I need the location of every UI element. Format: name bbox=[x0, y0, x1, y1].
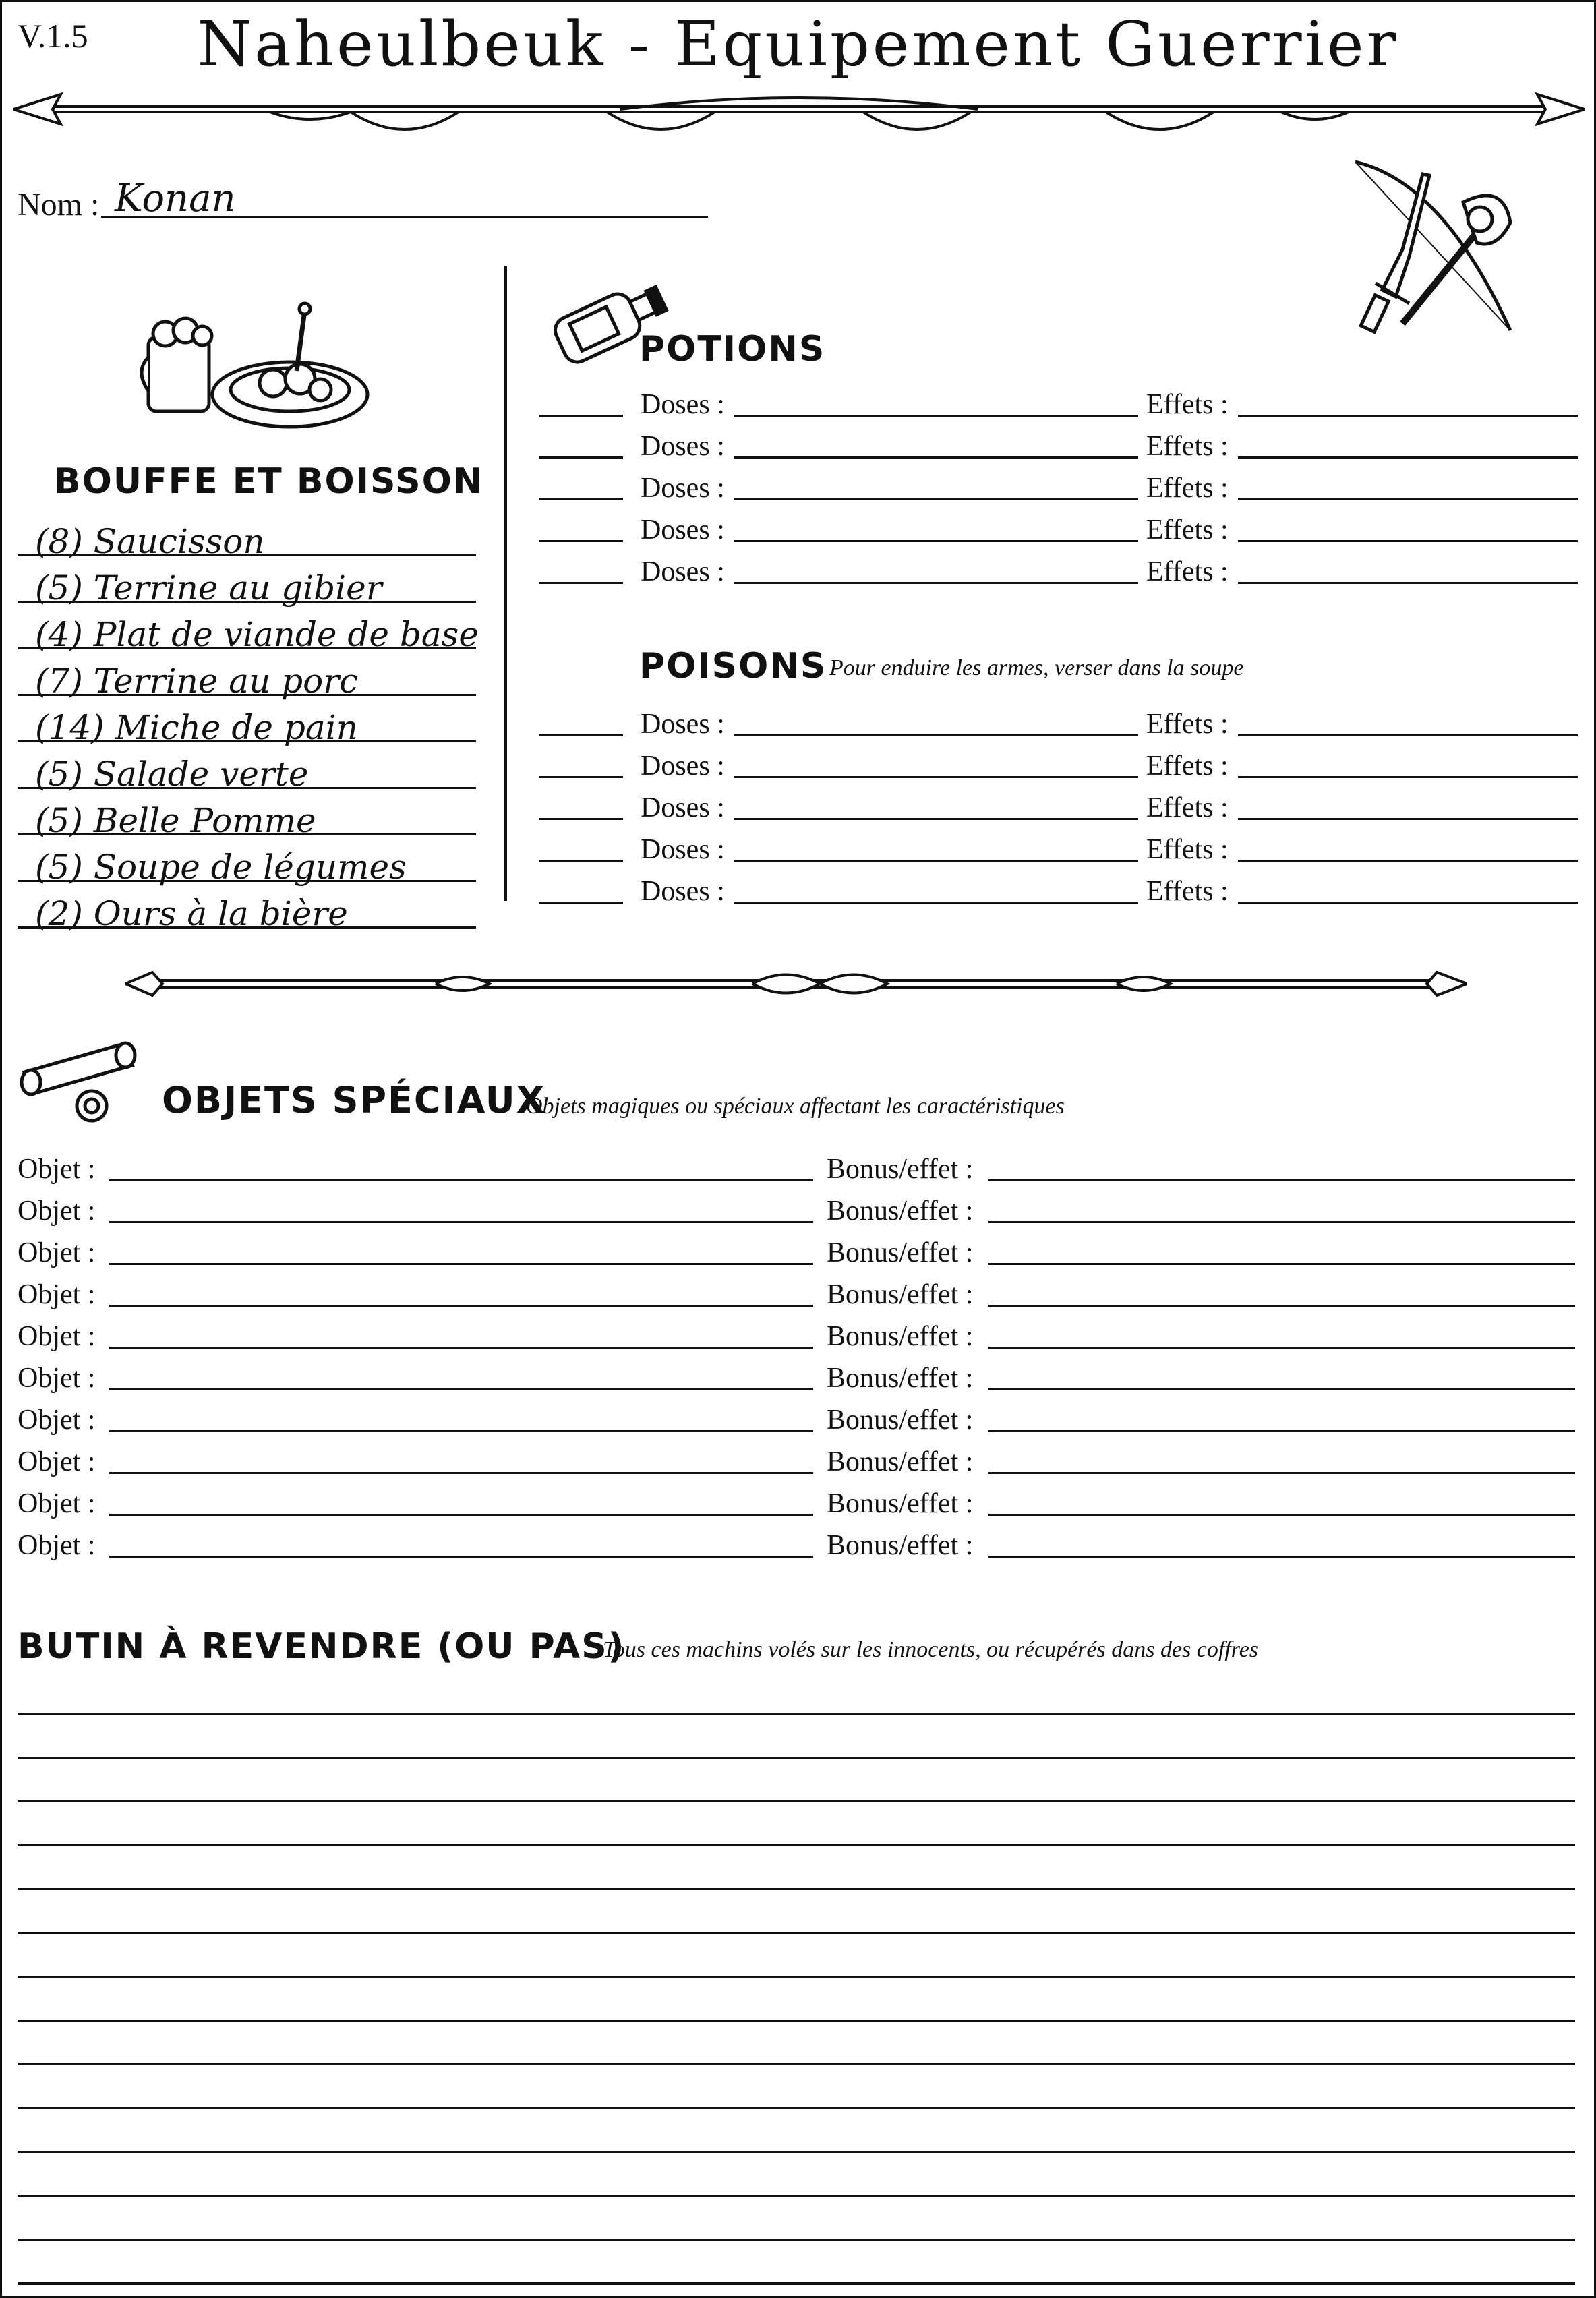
food-item-text: (5) Soupe de légumes bbox=[35, 848, 407, 887]
objet-label: Objet : bbox=[18, 1237, 96, 1268]
crossed-weapons-icon bbox=[1328, 155, 1531, 344]
objet-row bbox=[18, 1481, 1575, 1523]
effets-field[interactable] bbox=[1238, 776, 1578, 778]
effets-field[interactable] bbox=[1238, 902, 1578, 904]
potion-quantity-field[interactable] bbox=[539, 415, 623, 417]
bonus-label: Bonus/effet : bbox=[827, 1488, 974, 1519]
butin-line[interactable] bbox=[18, 2153, 1575, 2197]
objet-label: Objet : bbox=[18, 1154, 96, 1185]
poison-row bbox=[539, 701, 1578, 743]
effets-field[interactable] bbox=[1238, 860, 1578, 862]
list-item[interactable] bbox=[18, 556, 476, 608]
objet-row bbox=[18, 1188, 1575, 1230]
effets-label: Effets : bbox=[1146, 431, 1229, 462]
bonus-label: Bonus/effet : bbox=[827, 1363, 974, 1394]
objet-row bbox=[18, 1397, 1575, 1439]
bonus-label: Bonus/effet : bbox=[827, 1446, 974, 1477]
objets-subtitle: Objets magiques ou spéciaux affectant les caractéristiques bbox=[526, 1094, 1065, 1119]
butin-line[interactable] bbox=[18, 1671, 1575, 1715]
bonus-label: Bonus/effet : bbox=[827, 1321, 974, 1352]
potion-quantity-field[interactable] bbox=[539, 498, 623, 500]
potion-row bbox=[539, 423, 1578, 465]
doses-field[interactable] bbox=[734, 582, 1138, 584]
potion-quantity-field[interactable] bbox=[539, 582, 623, 584]
list-item[interactable] bbox=[18, 510, 476, 561]
objet-row bbox=[18, 1146, 1575, 1188]
scroll-ring-icon bbox=[18, 1032, 152, 1133]
food-item-text: (14) Miche de pain bbox=[35, 708, 358, 747]
butin-section-title: BUTIN À REVENDRE (OU PAS) bbox=[18, 1626, 626, 1667]
doses-label: Doses : bbox=[641, 750, 725, 782]
doses-field[interactable] bbox=[734, 540, 1138, 542]
butin-line[interactable] bbox=[18, 1978, 1575, 2022]
staff-divider-icon bbox=[125, 960, 1467, 1007]
objet-label: Objet : bbox=[18, 1279, 96, 1310]
effets-field[interactable] bbox=[1238, 415, 1578, 417]
doses-field[interactable] bbox=[734, 498, 1138, 500]
butin-line[interactable] bbox=[18, 2065, 1575, 2109]
bonus-label: Bonus/effet : bbox=[827, 1405, 974, 1436]
food-item-text: (5) Terrine au gibier bbox=[35, 568, 382, 608]
bonus-field[interactable] bbox=[988, 1388, 1575, 1390]
bonus-field[interactable] bbox=[988, 1430, 1575, 1432]
effets-label: Effets : bbox=[1146, 834, 1229, 865]
objet-field[interactable] bbox=[109, 1221, 813, 1223]
food-item-text: (5) Belle Pomme bbox=[35, 801, 316, 840]
potion-quantity-field[interactable] bbox=[539, 456, 623, 459]
bonus-label: Bonus/effet : bbox=[827, 1530, 974, 1561]
potion-row bbox=[539, 465, 1578, 507]
poison-quantity-field[interactable] bbox=[539, 860, 623, 862]
doses-label: Doses : bbox=[641, 792, 725, 823]
objet-label: Objet : bbox=[18, 1405, 96, 1436]
effets-label: Effets : bbox=[1146, 876, 1229, 907]
objet-row bbox=[18, 1272, 1575, 1314]
objet-field[interactable] bbox=[109, 1556, 813, 1558]
doses-label: Doses : bbox=[641, 876, 725, 907]
butin-line[interactable] bbox=[18, 1715, 1575, 1759]
effets-label: Effets : bbox=[1146, 750, 1229, 782]
doses-field[interactable] bbox=[734, 902, 1138, 904]
potion-quantity-field[interactable] bbox=[539, 540, 623, 542]
butin-line[interactable] bbox=[18, 2109, 1575, 2153]
spear-divider-icon bbox=[13, 80, 1585, 147]
objet-field[interactable] bbox=[109, 1305, 813, 1307]
objet-row bbox=[18, 1230, 1575, 1272]
objet-row bbox=[18, 1355, 1575, 1397]
doses-label: Doses : bbox=[641, 556, 725, 587]
poison-quantity-field[interactable] bbox=[539, 818, 623, 820]
potion-row bbox=[539, 507, 1578, 549]
list-item[interactable] bbox=[18, 882, 476, 933]
food-section-title: BOUFFE ET BOISSON bbox=[54, 461, 484, 502]
objet-field[interactable] bbox=[109, 1347, 813, 1349]
potion-row bbox=[539, 549, 1578, 591]
food-list bbox=[18, 510, 479, 933]
potions-rows bbox=[539, 382, 1578, 591]
list-item[interactable] bbox=[18, 696, 476, 747]
butin-line[interactable] bbox=[18, 1759, 1575, 1802]
list-item[interactable] bbox=[18, 835, 476, 887]
food-item-text: (5) Salade verte bbox=[35, 755, 309, 794]
doses-label: Doses : bbox=[641, 389, 725, 420]
effets-label: Effets : bbox=[1146, 556, 1229, 587]
column-divider bbox=[504, 266, 507, 901]
bonus-field[interactable] bbox=[988, 1556, 1575, 1558]
doses-field[interactable] bbox=[734, 456, 1138, 459]
poison-quantity-field[interactable] bbox=[539, 776, 623, 778]
objet-field[interactable] bbox=[109, 1472, 813, 1474]
effets-field[interactable] bbox=[1238, 734, 1578, 736]
objets-section-title: OBJETS SPÉCIAUX bbox=[162, 1079, 546, 1121]
version-label: V.1.5 bbox=[18, 17, 88, 55]
objet-row bbox=[18, 1314, 1575, 1355]
effets-label: Effets : bbox=[1146, 473, 1229, 504]
bonus-label: Bonus/effet : bbox=[827, 1237, 974, 1268]
butin-subtitle: Tous ces machins volés sur les innocents, ou récupérés dans des coffres bbox=[603, 1637, 1259, 1662]
bonus-field[interactable] bbox=[988, 1514, 1575, 1516]
doses-field[interactable] bbox=[734, 734, 1138, 736]
objet-label: Objet : bbox=[18, 1446, 96, 1477]
bonus-field[interactable] bbox=[988, 1305, 1575, 1307]
butin-line[interactable] bbox=[18, 1802, 1575, 1846]
objet-field[interactable] bbox=[109, 1430, 813, 1432]
butin-line[interactable] bbox=[18, 2197, 1575, 2241]
food-item-text: (8) Saucisson bbox=[35, 522, 265, 561]
poison-quantity-field[interactable] bbox=[539, 734, 623, 736]
list-item[interactable] bbox=[18, 603, 479, 654]
effets-label: Effets : bbox=[1146, 389, 1229, 420]
doses-label: Doses : bbox=[641, 431, 725, 462]
list-item[interactable] bbox=[18, 649, 476, 701]
objet-field[interactable] bbox=[109, 1514, 813, 1516]
bonus-field[interactable] bbox=[988, 1472, 1575, 1474]
food-item-text: (2) Ours à la bière bbox=[35, 894, 348, 933]
bonus-label: Bonus/effet : bbox=[827, 1279, 974, 1310]
poison-row bbox=[539, 868, 1578, 910]
doses-label: Doses : bbox=[641, 473, 725, 504]
list-item[interactable] bbox=[18, 742, 476, 794]
objet-label: Objet : bbox=[18, 1363, 96, 1394]
poison-row bbox=[539, 827, 1578, 868]
bonus-field[interactable] bbox=[988, 1347, 1575, 1349]
doses-label: Doses : bbox=[641, 834, 725, 865]
doses-field[interactable] bbox=[734, 776, 1138, 778]
objet-row bbox=[18, 1439, 1575, 1481]
food-platter-icon bbox=[135, 297, 371, 432]
effets-field[interactable] bbox=[1238, 818, 1578, 820]
doses-field[interactable] bbox=[734, 415, 1138, 417]
poisons-section-title: POISONS bbox=[639, 646, 827, 686]
objet-field[interactable] bbox=[109, 1388, 813, 1390]
potions-section-title: POTIONS bbox=[639, 329, 826, 370]
objet-label: Objet : bbox=[18, 1321, 96, 1352]
effets-field[interactable] bbox=[1238, 582, 1578, 584]
list-item[interactable] bbox=[18, 789, 476, 840]
objet-field[interactable] bbox=[109, 1179, 813, 1181]
butin-lines bbox=[18, 1671, 1575, 2285]
objets-rows bbox=[18, 1146, 1575, 1564]
doses-field[interactable] bbox=[734, 818, 1138, 820]
butin-line[interactable] bbox=[18, 1890, 1575, 1934]
bonus-label: Bonus/effet : bbox=[827, 1196, 974, 1227]
effets-field[interactable] bbox=[1238, 456, 1578, 459]
poison-row bbox=[539, 785, 1578, 827]
food-item-text: (4) Plat de viande de base bbox=[35, 615, 479, 654]
butin-line[interactable] bbox=[18, 2241, 1575, 2285]
butin-line[interactable] bbox=[18, 1934, 1575, 1978]
nom-label: Nom : bbox=[18, 187, 100, 223]
poisons-subtitle: Pour enduire les armes, verser dans la soupe bbox=[829, 655, 1244, 680]
effets-field[interactable] bbox=[1238, 540, 1578, 542]
bonus-field[interactable] bbox=[988, 1221, 1575, 1223]
objet-field[interactable] bbox=[109, 1263, 813, 1265]
potion-row bbox=[539, 382, 1578, 423]
food-item-text: (7) Terrine au porc bbox=[35, 661, 359, 701]
page-title: Naheulbeuk - Equipement Guerrier bbox=[197, 8, 1399, 80]
effets-field[interactable] bbox=[1238, 498, 1578, 500]
objet-label: Objet : bbox=[18, 1488, 96, 1519]
objet-label: Objet : bbox=[18, 1530, 96, 1561]
bonus-field[interactable] bbox=[988, 1263, 1575, 1265]
effets-label: Effets : bbox=[1146, 709, 1229, 740]
effets-label: Effets : bbox=[1146, 514, 1229, 546]
butin-line[interactable] bbox=[18, 1846, 1575, 1890]
poison-row bbox=[539, 743, 1578, 785]
bonus-label: Bonus/effet : bbox=[827, 1154, 974, 1185]
butin-line[interactable] bbox=[18, 2022, 1575, 2065]
objet-label: Objet : bbox=[18, 1196, 96, 1227]
objet-row bbox=[18, 1523, 1575, 1564]
doses-label: Doses : bbox=[641, 514, 725, 546]
doses-field[interactable] bbox=[734, 860, 1138, 862]
nom-value[interactable]: Konan bbox=[115, 177, 236, 220]
effets-label: Effets : bbox=[1146, 792, 1229, 823]
poisons-rows bbox=[539, 701, 1578, 910]
doses-label: Doses : bbox=[641, 709, 725, 740]
bonus-field[interactable] bbox=[988, 1179, 1575, 1181]
poison-quantity-field[interactable] bbox=[539, 902, 623, 904]
